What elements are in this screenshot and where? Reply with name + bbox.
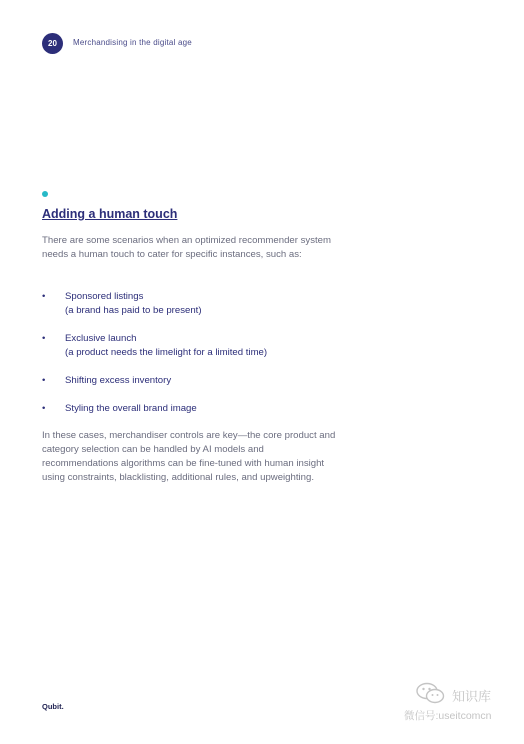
section-marker-dot <box>42 191 48 197</box>
list-item <box>42 402 342 416</box>
bullet-list <box>42 290 342 416</box>
bullet-heading: Sponsored listings <box>65 291 144 302</box>
list-item <box>42 332 342 360</box>
wechat-icon <box>416 682 446 704</box>
running-title: Merchandising in the digital age <box>73 38 192 47</box>
bullet-heading: Exclusive launch <box>65 333 137 344</box>
intro-paragraph: There are some scenarios when an optimized recommender system needs a human touch to cater for specific instances, such as: <box>42 235 332 260</box>
bullet-detail: (a brand has paid to be present) <box>65 305 202 316</box>
qubit-logo: Qubit. <box>42 702 64 711</box>
bullet-icon: • <box>42 333 46 344</box>
list-item <box>42 290 342 318</box>
section-title: Adding a human touch <box>42 207 178 221</box>
bullet-heading: Shifting excess inventory <box>65 375 172 386</box>
list-item <box>42 374 342 388</box>
bullet-icon: • <box>42 375 46 386</box>
bullet-icon: • <box>42 291 46 302</box>
page-number-badge: 20 <box>42 33 63 54</box>
watermark <box>404 680 514 724</box>
bullet-detail: (a product needs the limelight for a limited time) <box>65 347 268 358</box>
closing-paragraph: In these cases, merchandiser controls are key—the core product and category selection can be handled by AI models and recommendations algorithms can be fine-tuned with human insight using constraints, blacklisting, additional rules, and upweighting. <box>42 430 336 483</box>
bullet-icon: • <box>42 403 46 414</box>
watermark-id: 微信号:useitcomcn <box>404 710 492 722</box>
bullet-heading: Styling the overall brand image <box>65 403 197 414</box>
watermark-name: 知识库 <box>452 689 492 704</box>
